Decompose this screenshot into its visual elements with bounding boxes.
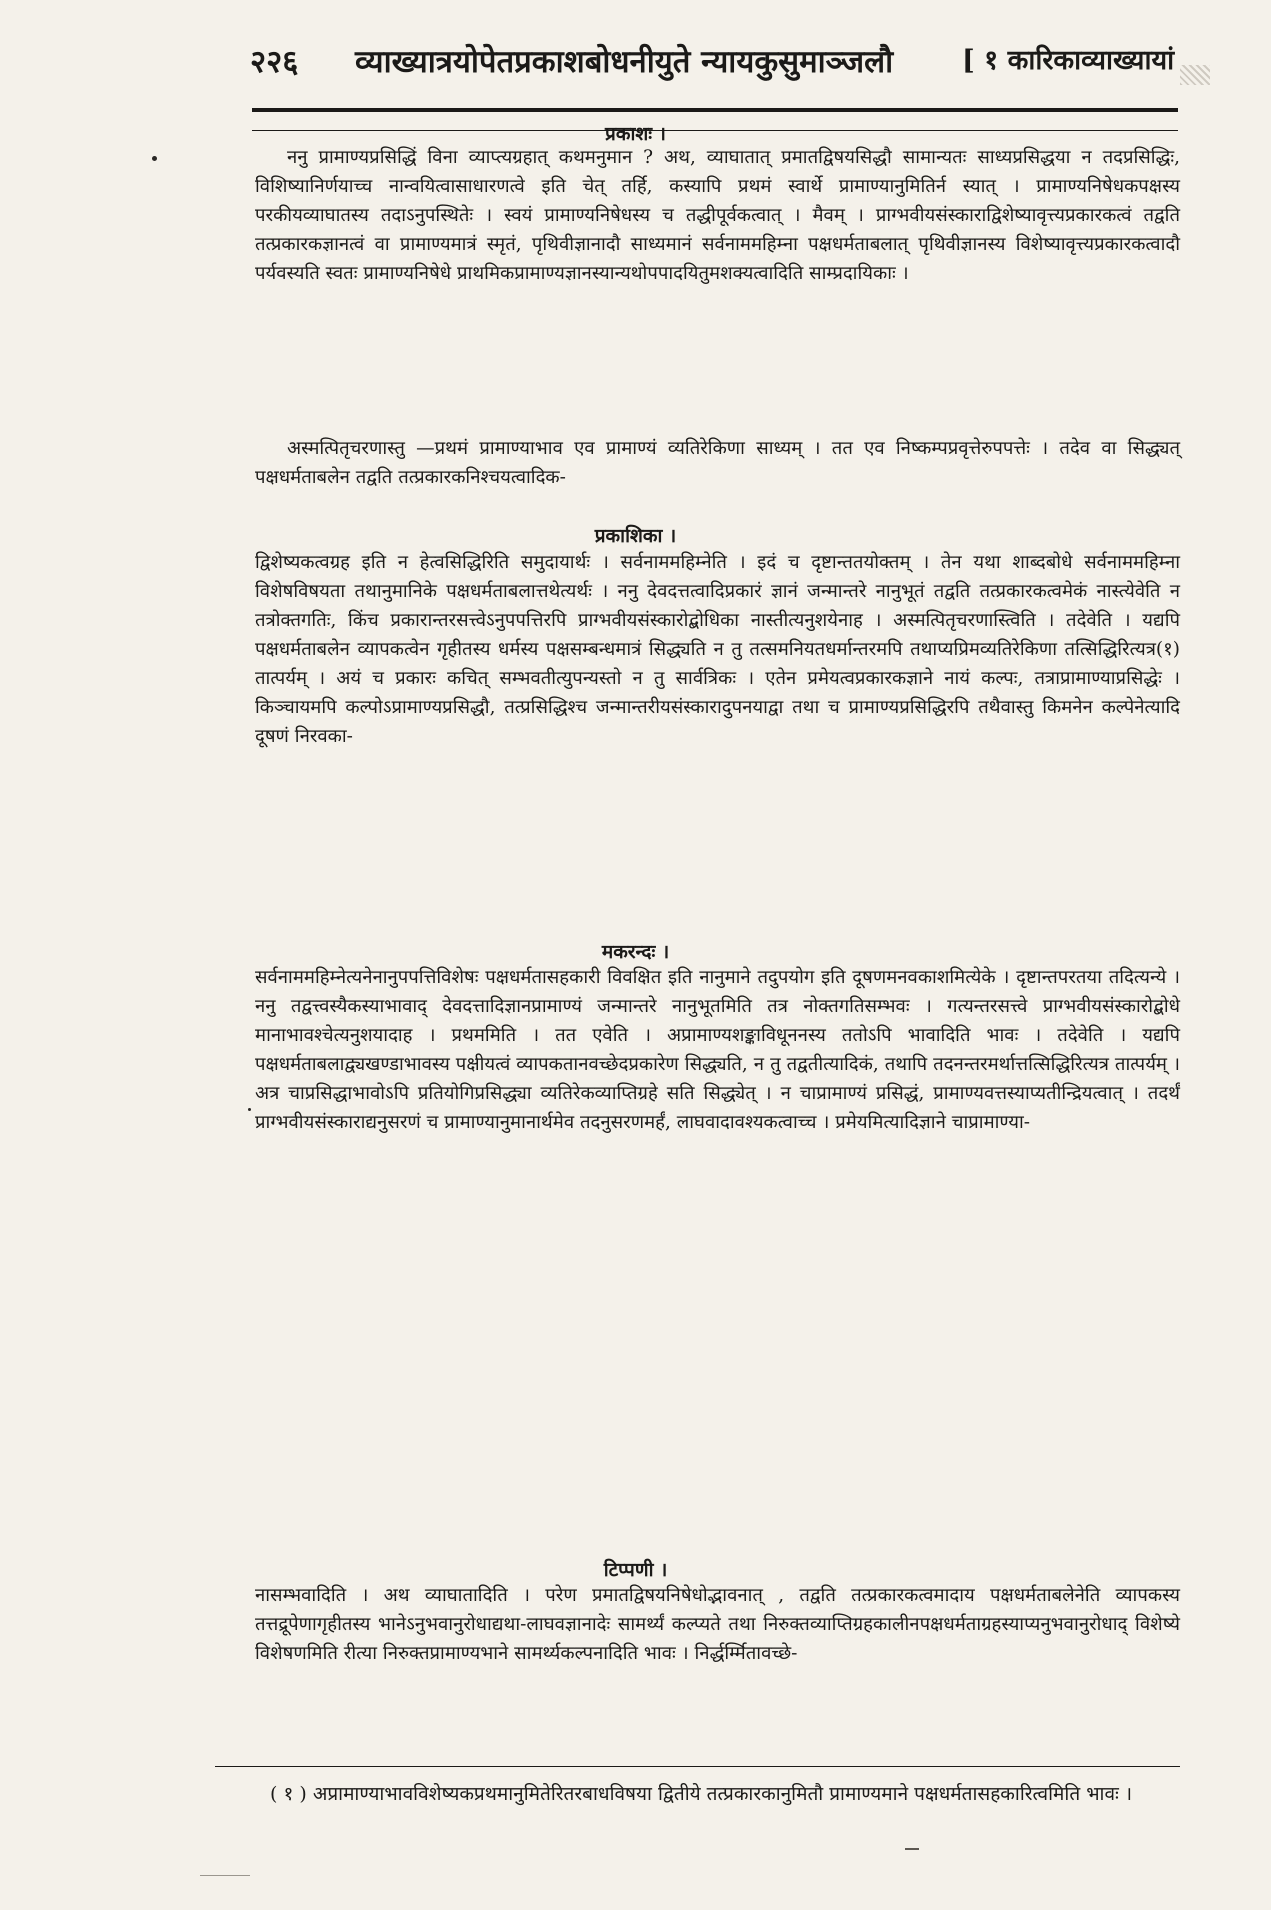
- prakasha-paragraph-2: अस्मत्पितृचरणास्तु —प्रथमं प्रामाण्याभाव एव प्रामाण्यं व्यतिरेकिणा साध्यम् । तत एव निष्कम्पप्रवृत्तेरुपपत्तेः । तदेव वा सिद्ध्यत् पक्षधर्मताबलेन तद्वति तत्प्रकारकनिश्चयत्वादिक-: [255, 438, 1180, 488]
- page-number: २२६: [250, 44, 299, 80]
- prakashika-paragraph: द्विशेष्यकत्वग्रह इति न हेत्वसिद्धिरिति समुदायार्थः । सर्वनाममहिम्नेति । इदं च दृष्टान्ततयोक्तम् । तेन यथा शाब्दबोधे सर्वनाममहिम्ना विशेषविषयता तथानुमानिके पक्षधर्मताबलात्तथेत्यर्थः । ननु देवदत्तत्वादिप्रकारं ज्ञानं जन्मान्तरे नानुभूतं तद्वति तत्प्रकारकत्वमेकं नास्त्येवेति न तत्रोक्तगतिः, किंच प्रकारान्तरसत्त्वेऽनुपपत्तिरपि प्राग्भवीयसंस्कारोद्बोधिका नास्तीत्यनुशयेनाह । अस्मत्पितृचरणास्त्विति । तदेवेति । यद्यपि पक्षधर्मताबलेन व्यापकत्वेन गृहीतस्य धर्मस्य पक्षसम्बन्धमात्रं सिद्ध्यति न तु तत्समनियतधर्मान्तरमपि तथाप्यप्रिमव्यतिरेकिणा तत्सिद्धिरित्यत्र(१) तात्पर्यम् । अयं च प्रकारः कचित् सम्भवतीत्युपन्यस्तो न तु सार्वत्रिकः । एतेन प्रमेयत्वप्रकारकज्ञाने नायं कल्पः, तत्राप्रामाण्याप्रसिद्धेः । किञ्चायमपि कल्पोऽप्रामाण्यप्रसिद्धौ, तत्प्रसिद्धिश्च जन्मान्तरीयसंस्कारादुपनयाद्वा तथा च प्रामाण्यप्रसिद्धिरपि तथैवास्तु किमनेन कल्पेनेत्यादि दूषणं निरवका-: [255, 552, 1180, 747]
- tippani-paragraph: नासम्भवादिति । अथ व्याघातादिति । परेण प्रमातद्विषयनिषेधोद्भावनात् , तद्वति तत्प्रकारकत्वमादाय पक्षधर्मताबलेनेति व्यापकस्य तत्तद्रूपेणागृहीतस्य भानेऽनुभवानुरोधाद्यथा-लाघवज्ञानादेः सामर्थ्यं कल्प्यते तथा निरुक्तव्याप्तिग्रहकालीनपक्षधर्मताग्रहस्याप्यनुभवानुरोधाद् विशेष्ये विशेषणमिति रीत्या निरुक्तप्रामाण्यभाने सामर्थ्यकल्पनादिति भावः । निर्द्धर्म्मितावच्छे-: [255, 1585, 1180, 1664]
- scan-mark: [200, 1875, 250, 1876]
- scan-speck: [152, 156, 157, 161]
- scan-mark: [905, 1848, 919, 1850]
- running-header: [250, 40, 1210, 90]
- section-heading-tippani: टिप्पणी ।: [603, 1559, 668, 1581]
- header-rule-thick: [252, 108, 1178, 112]
- footnote-rule: [215, 1766, 1180, 1767]
- book-title: व्याख्यात्रयोपेतप्रकाशबोधनीयुते न्यायकुसुमाञ्जलौ: [355, 44, 894, 80]
- prakasha-paragraph-1: ननु प्रामाण्यप्रसिद्धिं विना व्याप्त्यग्रहात् कथमनुमान ? अथ, व्याघातात् प्रमातद्विषयसिद्धौ सामान्यतः साध्यप्रसिद्धया न तदप्रसिद्धिः, विशिष्यानिर्णयाच्च नान्वयित्वासाधारणत्वे इति चेत् तर्हि, कस्यापि प्रथमं स्वार्थे प्रामाण्यानुमितिर्न स्यात् । प्रामाण्यनिषेधकपक्षस्य परकीयव्याघातस्य तदाऽनुपस्थितेः । स्वयं प्रामाण्यनिषेधस्य च तद्धीपूर्वकत्वात् । मैवम् । प्राग्भवीयसंस्काराद्विशेष्यावृत्त्यप्रकारकत्वं तद्वति तत्प्रकारकज्ञानत्वं वा प्रामाण्यमात्रं स्मृतं, पृथिवीज्ञानादौ साध्यमानं सर्वनाममहिम्ना पक्षधर्मताबलात् पृथिवीज्ञानस्य विशेष्यावृत्त्यप्रकारकत्वादौ पर्यवस्यति स्वतः प्रामाण्यनिषेधे प्राथमिकप्रामाण्यज्ञानस्यान्यथोपपादयितुमशक्यत्वादिति साम्प्रदायिकाः ।: [255, 147, 1180, 284]
- section-heading-prakasha: प्रकाशः ।: [605, 123, 666, 145]
- section-heading-makaranda: मकरन्दः ।: [601, 941, 670, 963]
- section-indicator: [ १ कारिकाव्याख्यायां: [962, 45, 1175, 76]
- footnote: ( १ ) अप्रामाण्याभावविशेष्यकप्रथमानुमितेरितरबाधविषया द्वितीये तत्प्रकारकानुमितौ प्रामाण्यमाने पक्षधर्मतासहकारित्वमिति भावः ।: [270, 1783, 1133, 1805]
- makaranda-paragraph: सर्वनाममहिम्नेत्यनेनानुपपत्तिविशेषः पक्षधर्मतासहकारी विवक्षित इति नानुमाने तदुपयोग इति दूषणमनवकाशमित्येके । दृष्टान्तपरतया तदित्यन्ये । ननु तद्वत्त्वस्यैकस्याभावाद् देवदत्तादिज्ञानप्रामाण्यं जन्मान्तरे नानुभूतमिति तत्र नोक्तगतिसम्भवः । गत्यन्तरसत्त्वे प्राग्भवीयसंस्कारोद्बोधे मानाभावश्चेत्यनुशयादाह । प्रथममिति । तत एवेति । अप्रामाण्यशङ्काविधूननस्य ततोऽपि भावादिति भावः । तदेवेति । यद्यपि पक्षधर्मताबलाद्व्यखण्डाभावस्य पक्षीयत्वं व्यापकतानवच्छेदप्रकारेण सिद्ध्यति, न तु तद्वतीत्यादिकं, तथापि तदनन्तरमर्थात्तत्सिद्धिरित्यत्र तात्पर्यम् । अत्र चाप्रसिद्धाभावोऽपि प्रतियोगिप्रसिद्ध्या व्यतिरेकव्याप्तिग्रहे सति सिद्ध्येत् । न चाप्रामाण्यं प्रसिद्धं, प्रामाण्यवत्तस्याप्यतीन्द्रियत्वात् । तदर्थं प्राग्भवीयसंस्काराद्यनुसरणं च प्रामाण्यानुमानार्थमेव तदनुसरणमर्हं, लाघवादावश्यकत्वाच्च । प्रमेयमित्यादिज्ञाने चाप्रामाण्या-: [255, 967, 1180, 1133]
- scan-smudge: [1180, 65, 1210, 85]
- section-heading-prakashika: प्रकाशिका ।: [594, 525, 677, 547]
- scan-speck: [248, 1108, 251, 1111]
